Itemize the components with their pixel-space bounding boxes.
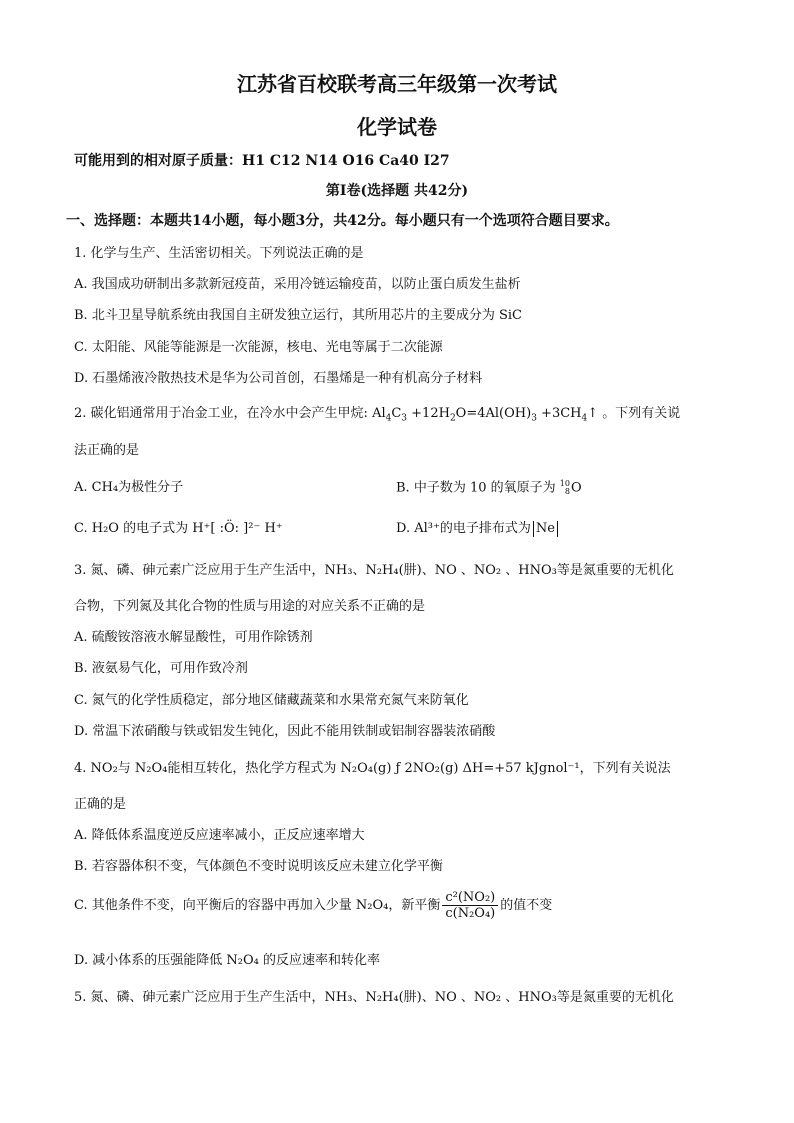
q2-stem (74, 406, 680, 422)
q3-stem-line1: 3. 氮、磷、砷元素广泛应用于生产生活中，NH₃、N₂H₄(肼)、NO 、NO₂ 、HNO₃等是氮重要的无机化 (74, 563, 674, 578)
q1-option-d: D. 石墨烯液冷散热技术是华为公司首创，石墨烯是一种有机高分子材料 (74, 371, 483, 386)
exam-title: 江苏省百校联考高三年级第一次考试 (237, 72, 557, 96)
q3-option-d: D. 常温下浓硝酸与铁或铝发生钝化，因此不能用铁制或铝制容器装浓硝酸 (74, 724, 496, 739)
q2-stem-tail: 。下列有关说 (598, 406, 681, 421)
q3-stem-line2: 合物，下列氮及其化合物的性质与用途的对应关系不正确的是 (74, 599, 426, 614)
q2-option-d: D. Al³⁺的电子排布式为 Ne (396, 521, 558, 537)
q1-option-b: B. 北斗卫星导航系统由我国自主研发独立运行，其所用芯片的主要成分为 SiC (74, 308, 522, 323)
q4-option-c: C. 其他条件不变，向平衡后的容器中再加入少量 N₂O₄，新平衡 $\frac{\text{c²(NO₂)}}{\text{c(N₂O₄)}}$ 的值不变 (74, 890, 553, 921)
q4-option-b: B. 若容器体积不变，气体颜色不变时说明该反应未建立化学平衡 (74, 859, 443, 874)
q4-stem-line2: 正确的是 (74, 797, 127, 812)
q1-stem: 1. 化学与生产、生活密切相关。下列说法正确的是 (74, 246, 364, 261)
q2-option-c: C. H₂O 的电子式为 H⁺[ :Ö: ]²⁻ H⁺ (74, 521, 283, 536)
q5-stem-line1: 5. 氮、磷、砷元素广泛应用于生产生活中，NH₃、N₂H₄(肼)、NO 、NO₂ 、HNO₃等是氮重要的无机化 (74, 990, 674, 1005)
q3-option-c: C. 氮气的化学性质稳定，部分地区储藏蔬菜和水果常充氮气来防氧化 (74, 693, 469, 708)
q2-equation: $Al_4C_3 +12H_2O=4Al(OH)_3$ $+3CH_4↑$ (372, 406, 599, 424)
q2-stem-line2: 法正确的是 (74, 443, 140, 458)
lewis-structure: :Ö: (219, 521, 240, 536)
q4-option-a: A. 降低体系温度逆反应速率减小，正反应速率增大 (74, 828, 365, 843)
q3-option-b: B. 液氨易气化，可用作致冷剂 (74, 661, 248, 676)
q4-option-d: D. 减小体系的压强能降低 N₂O₄ 的反应速率和转化率 (74, 953, 380, 968)
atomic-masses: 可能用到的相对原子质量：H1 C12 N14 O16 Ca40 I27 (74, 153, 450, 169)
isotope-notation: 10 8 (559, 479, 570, 496)
gas-arrow-icon: ↑ (587, 406, 599, 421)
equilibrium-ratio-fraction: $\frac{\text{c²(NO₂)}}{\text{c(N₂O₄)}}$ (442, 890, 498, 921)
q3-option-a: A. 硫酸铵溶液水解显酸性，可用作除锈剂 (74, 630, 313, 645)
q1-option-c: C. 太阳能、风能等能源是一次能源，核电、光电等属于二次能源 (74, 340, 443, 355)
section-title: 第Ⅰ卷(选择题 共42分) (325, 183, 469, 199)
noble-gas-core: Ne (533, 521, 558, 537)
q2-stem-text: 2. 碳化铝通常用于冶金工业，在冷水中会产生甲烷: (74, 406, 373, 421)
q2-option-b: B. 中子数为 10 的氧原子为 10 8 O (396, 479, 582, 496)
q1-option-a: A. 我国成功研制出多款新冠疫苗，采用冷链运输疫苗，以防止蛋白质发生盐析 (74, 277, 521, 292)
q2-option-a: A. CH₄为极性分子 (74, 480, 184, 495)
subject-title: 化学试卷 (357, 115, 437, 139)
section-instructions: 一、选择题：本题共14小题，每小题3分，共42分。每小题只有一个选项符合题目要求。 (66, 213, 619, 229)
q4-stem-line1: 4. NO₂与 N₂O₄能相互转化，热化学方程式为 N₂O₄(g) ƒ 2NO₂(g) ΔH=+57 kJgnol⁻¹，下列有关说法 (74, 761, 671, 776)
